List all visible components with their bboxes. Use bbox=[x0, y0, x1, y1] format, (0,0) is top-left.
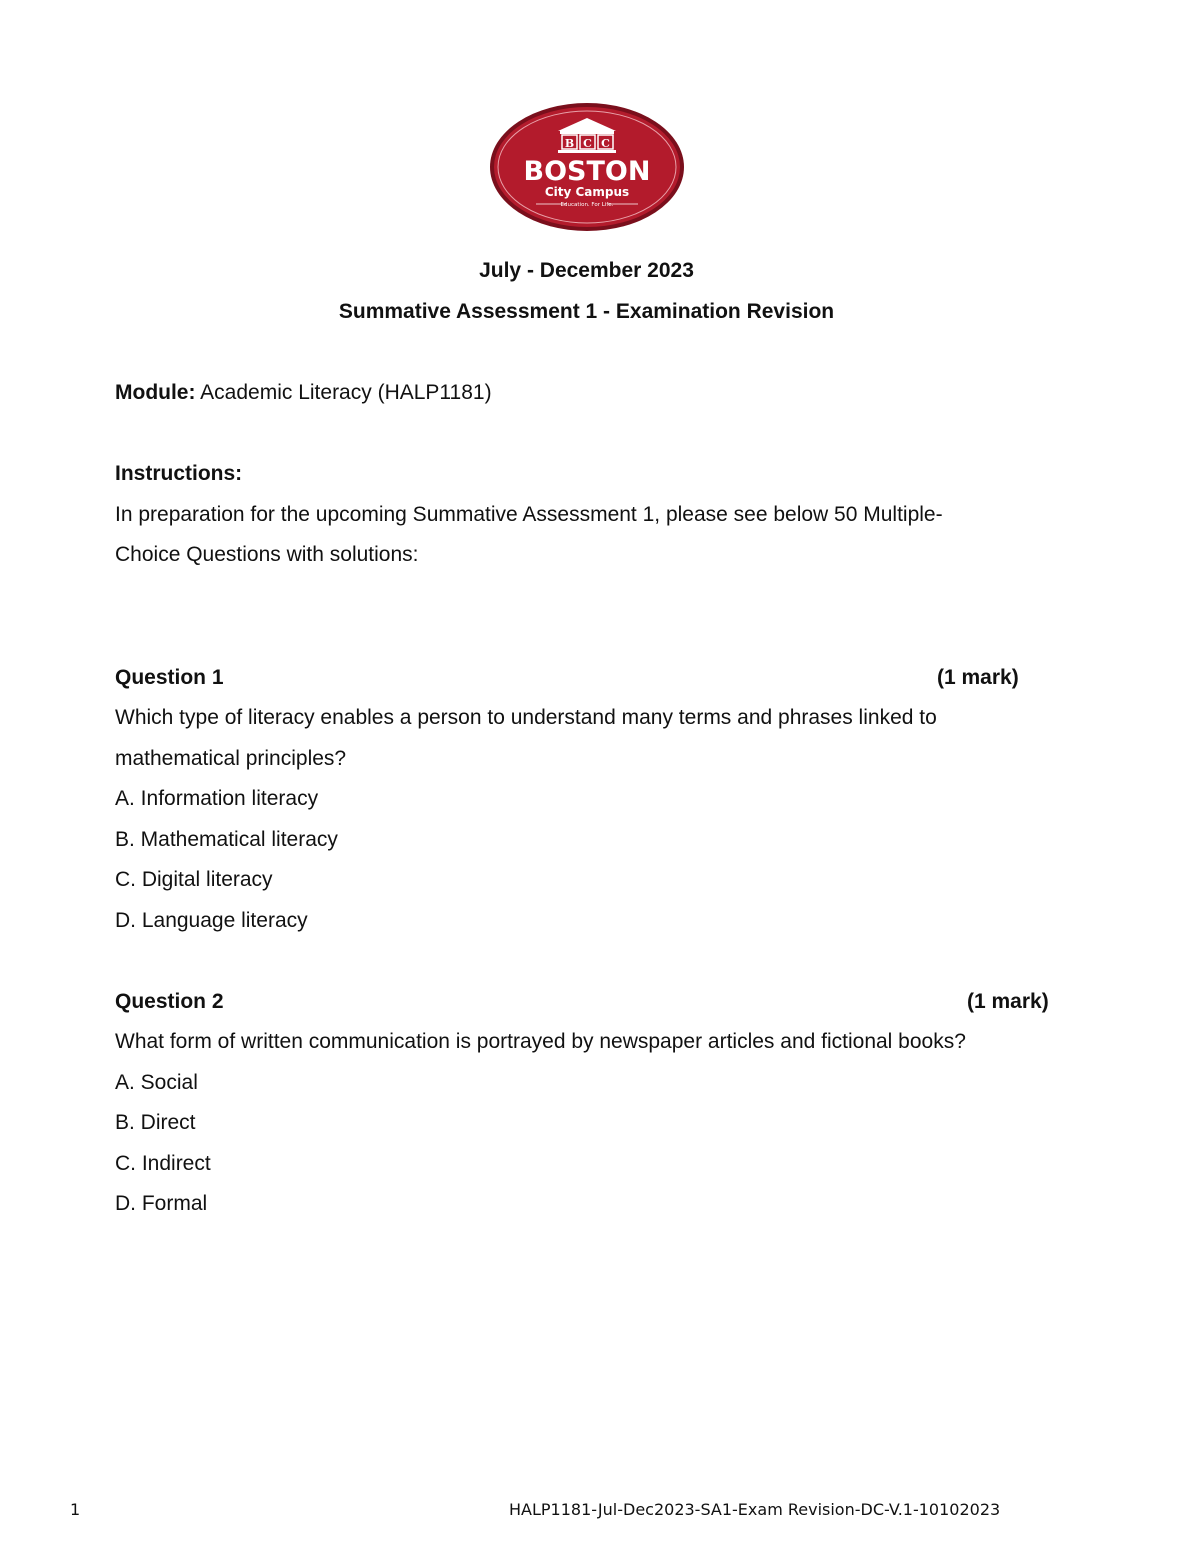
document-title: Summative Assessment 1 - Examination Revision bbox=[338, 300, 835, 323]
question-1-text-line-2: mathematical principles? bbox=[115, 747, 347, 770]
module-value: Academic Literacy (HALP1181) bbox=[200, 381, 492, 404]
question-2-title: Question 2 bbox=[115, 990, 224, 1013]
logo-monogram-c2: C bbox=[601, 137, 610, 150]
question-2-option-b: B. Direct bbox=[115, 1111, 196, 1134]
question-1-option-c: C. Digital literacy bbox=[115, 868, 273, 891]
question-1-option-a: A. Information literacy bbox=[115, 787, 319, 810]
footer-document-code: HALP1181-Jul-Dec2023-SA1-Exam Revision-DC-V.1-10102023 bbox=[509, 1500, 1001, 1519]
logo-tagline: Education. For Life. bbox=[560, 202, 614, 208]
question-1-option-d: D. Language literacy bbox=[115, 909, 308, 932]
instructions-line-1: In preparation for the upcoming Summative Assessment 1, please see below 50 Multiple- bbox=[115, 503, 943, 526]
question-2-text-line-1: What form of written communication is portrayed by newspaper articles and fictional books? bbox=[115, 1030, 966, 1053]
logo-subname: City Campus bbox=[544, 185, 630, 199]
question-1-text-line-1: Which type of literacy enables a person to understand many terms and phrases linked to bbox=[115, 706, 937, 729]
question-1-title: Question 1 bbox=[115, 666, 224, 689]
question-2-option-d: D. Formal bbox=[115, 1192, 208, 1215]
logo-name: BOSTON bbox=[523, 156, 651, 187]
question-1-mark: (1 mark) bbox=[937, 666, 1019, 689]
logo-monogram-b: B bbox=[564, 137, 575, 150]
instructions-line-2: Choice Questions with solutions: bbox=[115, 543, 419, 566]
assessment-period: July - December 2023 bbox=[479, 259, 694, 282]
page-number: 1 bbox=[70, 1500, 81, 1519]
question-2-mark: (1 mark) bbox=[967, 990, 1049, 1013]
boston-city-campus-logo bbox=[488, 101, 686, 233]
question-2-option-c: C. Indirect bbox=[115, 1152, 211, 1175]
module-line bbox=[115, 381, 492, 405]
module-label: Module: bbox=[115, 381, 196, 404]
logo-monogram-c1: C bbox=[583, 137, 592, 150]
question-2-option-a: A. Social bbox=[115, 1071, 198, 1094]
question-1-option-b: B. Mathematical literacy bbox=[115, 828, 338, 851]
instructions-label: Instructions: bbox=[115, 462, 243, 485]
